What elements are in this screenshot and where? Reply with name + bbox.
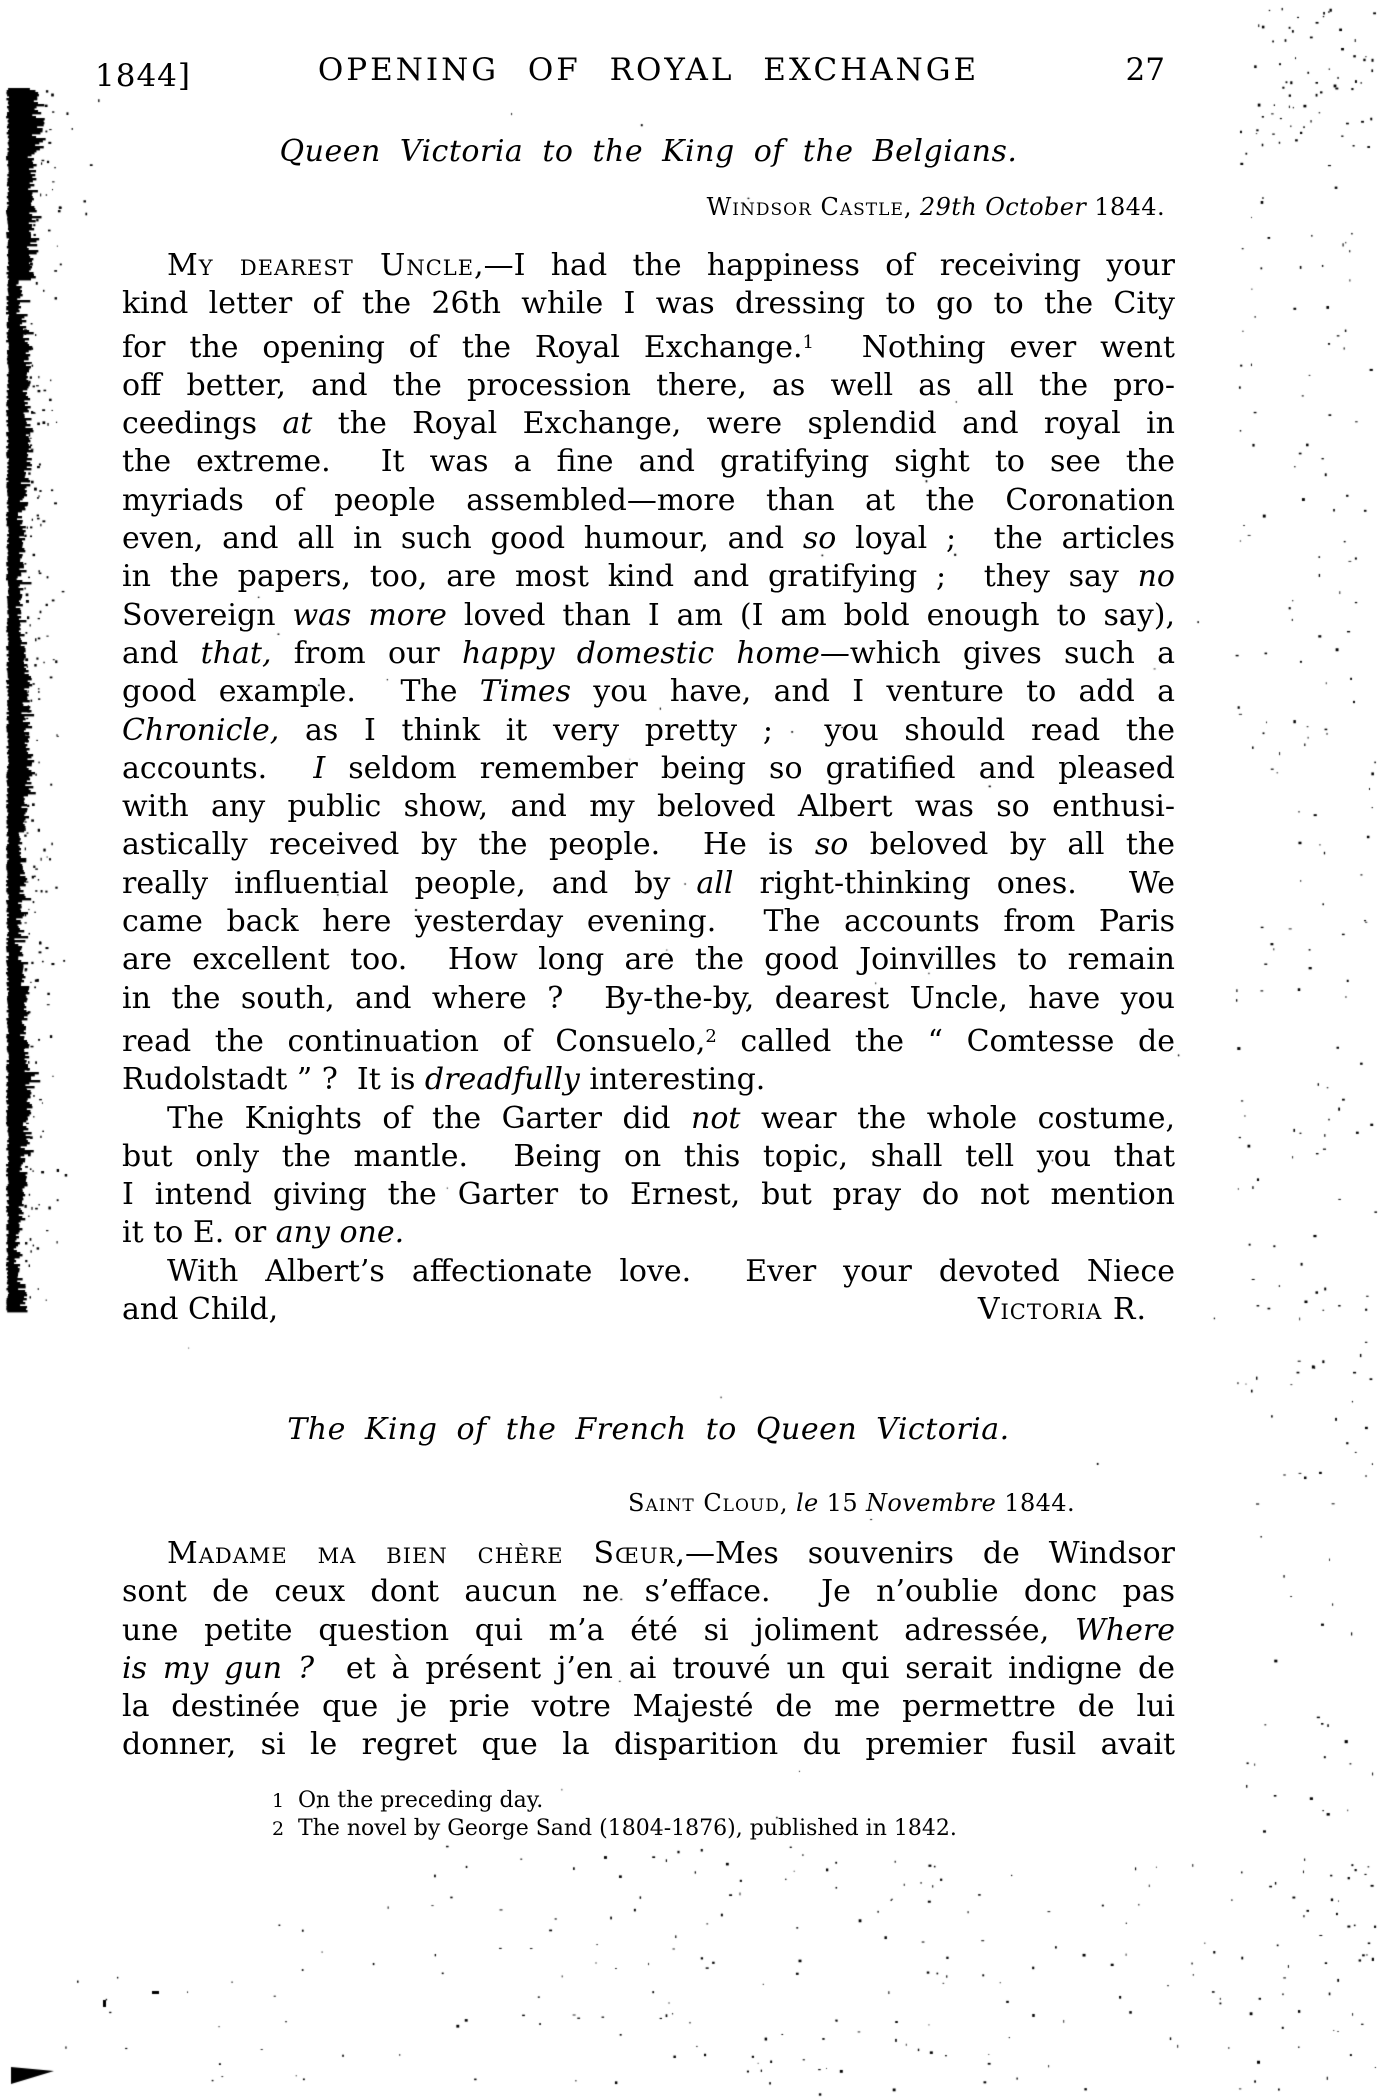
letter-heading: Queen Victoria to the King of the Belgians. [279,134,1018,169]
text-segment: even, and all in such good humour, and [122,521,803,557]
text-segment: kind letter of the 26th while I was dressing to go to the City [122,286,1175,322]
text-segment: Chronicle, [122,712,280,748]
text-line [122,1018,1175,1061]
text-line [122,1612,1175,1650]
text-segment: Victoria R. [977,1292,1147,1328]
text-line [122,482,1175,520]
text-segment: Rudolstadt ” ? It is [122,1062,425,1098]
text-segment: read the continuation of Consuelo, [122,1023,706,1059]
text-segment: as I think it very pretty ; you should read the [279,712,1175,748]
text-segment: I intend giving the Garter to Ernest, but pray do not mention [122,1177,1175,1213]
letter-body [122,247,1175,1329]
running-header [95,50,1175,96]
text-line [122,980,1175,1018]
text-segment: all [696,865,734,901]
text-segment: came back here yesterday evening. The accounts from Paris [122,904,1175,940]
text-segment: ,—I had the happiness of receiving your [474,248,1175,283]
text-segment: accounts. [122,750,314,786]
text-segment: la destinée que je prie votre Majesté de me permettre de lui [122,1689,1175,1725]
text-segment: so [814,827,849,863]
text-segment: with any public show, and my beloved Albert was so enthusi- [122,789,1175,825]
text-segment: in the papers, too, are most kind and gratifying ; they say [122,559,1138,595]
text-line [122,1253,1175,1291]
text-segment: 1844. [1086,193,1165,221]
text-line [122,520,1175,558]
footnote-marker: 2 [705,1025,717,1047]
text-segment: , [903,193,920,221]
text-segment: the extreme. It was a fine and gratifying sight to see the [122,444,1175,480]
text-segment: the Royal Exchange, were splendid and royal in [312,406,1175,442]
text-segment: —which gives such a [819,635,1176,671]
text-line [122,1100,1175,1138]
text-segment: loyal ; the articles [836,521,1175,557]
text-line [122,941,1175,979]
footnote-number: 1 [272,1790,285,1812]
text-segment: was more [292,597,447,633]
text-line [122,443,1175,481]
text-segment: My dearest Uncle [167,248,475,283]
text-line [122,865,1175,903]
text-segment: any one. [275,1215,405,1251]
text-segment: ceedings [122,406,283,442]
text-segment: Where [1074,1612,1175,1648]
text-segment: called the “ Comtesse de [716,1023,1175,1059]
text-line [122,597,1175,635]
text-segment: that, [200,635,272,671]
text-line [122,247,1175,285]
text-segment: Sovereign [122,597,293,633]
letter-dateline [122,193,1175,221]
text-segment: for the opening of the Royal Exchange. [122,329,803,365]
text-segment: Times [479,674,571,710]
text-line [122,1535,1175,1573]
text-segment: With Albert’s affectionate love. Ever your devoted Niece [167,1253,1175,1289]
text-line [122,405,1175,443]
text-segment: so [802,521,837,557]
text-segment: donner, si le regret que la disparition du premier fusil avait [122,1727,1175,1763]
text-segment: you have, and I venture to add a [571,674,1175,710]
text-segment: are excellent too. How long are the good Joinvilles to remain [122,942,1175,978]
header-year-label: 1844] [95,58,191,94]
text-segment: happy domestic home [461,635,820,671]
text-segment: really influential people, and by [122,865,697,901]
footnote-number: 2 [272,1818,285,1840]
text-segment: and Child, [122,1292,279,1328]
text-line [122,1138,1175,1176]
text-segment: le [795,1489,819,1517]
text-segment: good example. The [122,674,480,710]
text-segment: I [313,750,326,786]
footnote-text: The novel by George Sand (1804-1876), published in 1842. [298,1816,957,1841]
text-segment: , [779,1489,796,1517]
text-line [122,1650,1175,1688]
text-line [122,750,1175,788]
letter-dateline [122,1489,1175,1517]
text-segment: but only the mantle. Being on this topic, shall tell you that [122,1138,1175,1174]
text-segment: right-thinking ones. We [733,865,1175,901]
footnote [272,1787,957,1815]
text-segment: sont de ceux dont aucun ne s’efface. Je n’oublie donc pas [122,1574,1175,1610]
text-line [122,673,1175,711]
text-segment: 15 [818,1489,867,1517]
text-line [122,367,1175,405]
text-segment: in the south, and where ? By-the-by, dearest Uncle, have you [122,980,1175,1016]
text-segment: Windsor Castle [706,193,904,221]
text-segment: Saint Cloud [628,1489,780,1517]
text-segment: et à présent j’en ai trouvé un qui serait indigne de [314,1650,1175,1686]
text-segment: Nothing ever went [813,329,1175,365]
letter-body [122,1535,1175,1765]
text-segment: beloved by all the [848,827,1176,863]
text-line [122,558,1175,596]
text-segment: no [1137,559,1175,595]
text-segment: Novembre [866,1489,997,1517]
text-line [122,1061,1175,1099]
text-segment: interesting. [579,1062,766,1098]
letter-heading: The King of the French to Queen Victoria. [287,1412,1010,1447]
text-segment: wear the whole costume, [740,1100,1176,1136]
text-segment: loved than I am (I am bold enough to say), [446,597,1175,633]
text-line [122,1726,1175,1764]
header-page-number: 27 [1125,52,1165,88]
footnote-marker: 1 [802,331,814,353]
text-segment: at [282,406,313,442]
text-segment: dreadfully [424,1062,580,1098]
text-segment: it to E. or [122,1215,276,1251]
signoff-left [122,1291,278,1329]
text-segment: 1844. [996,1489,1075,1517]
header-title: OPENING OF ROYAL EXCHANGE [317,52,980,88]
text-segment: from our [271,635,462,671]
text-segment: seldom remember being so gratified and pleased [325,750,1175,786]
footnotes [272,1787,957,1843]
text-segment: astically received by the people. He is [122,827,815,863]
text-segment: and [122,635,201,671]
text-line [122,712,1175,750]
text-segment: off better, and the procession there, as well as all the pro- [122,367,1175,403]
text-segment: not [691,1100,741,1136]
text-line [122,903,1175,941]
text-line [122,285,1175,323]
text-segment: 29th October [919,193,1087,221]
footnote-text: On the preceding day. [298,1788,544,1813]
text-line [122,1291,1175,1329]
text-line [122,324,1175,367]
text-line [122,826,1175,864]
text-segment: The Knights of the Garter did [167,1100,691,1136]
text-segment: ,—Mes souvenirs de Windsor [675,1536,1175,1571]
text-line [122,1176,1175,1214]
text-line [122,1573,1175,1611]
text-line [122,1214,1175,1252]
text-line [122,1688,1175,1726]
text-line [122,635,1175,673]
text-segment: une petite question qui m’a été si joliment adressée, [122,1612,1075,1648]
signature [978,1291,1147,1329]
footnote [272,1815,957,1843]
text-segment: Madame ma bien chère Sœur [167,1536,676,1571]
text-segment: myriads of people assembled—more than at the Coronation [122,482,1175,518]
text-line [122,788,1175,826]
text-segment: is my gun ? [122,1650,315,1686]
